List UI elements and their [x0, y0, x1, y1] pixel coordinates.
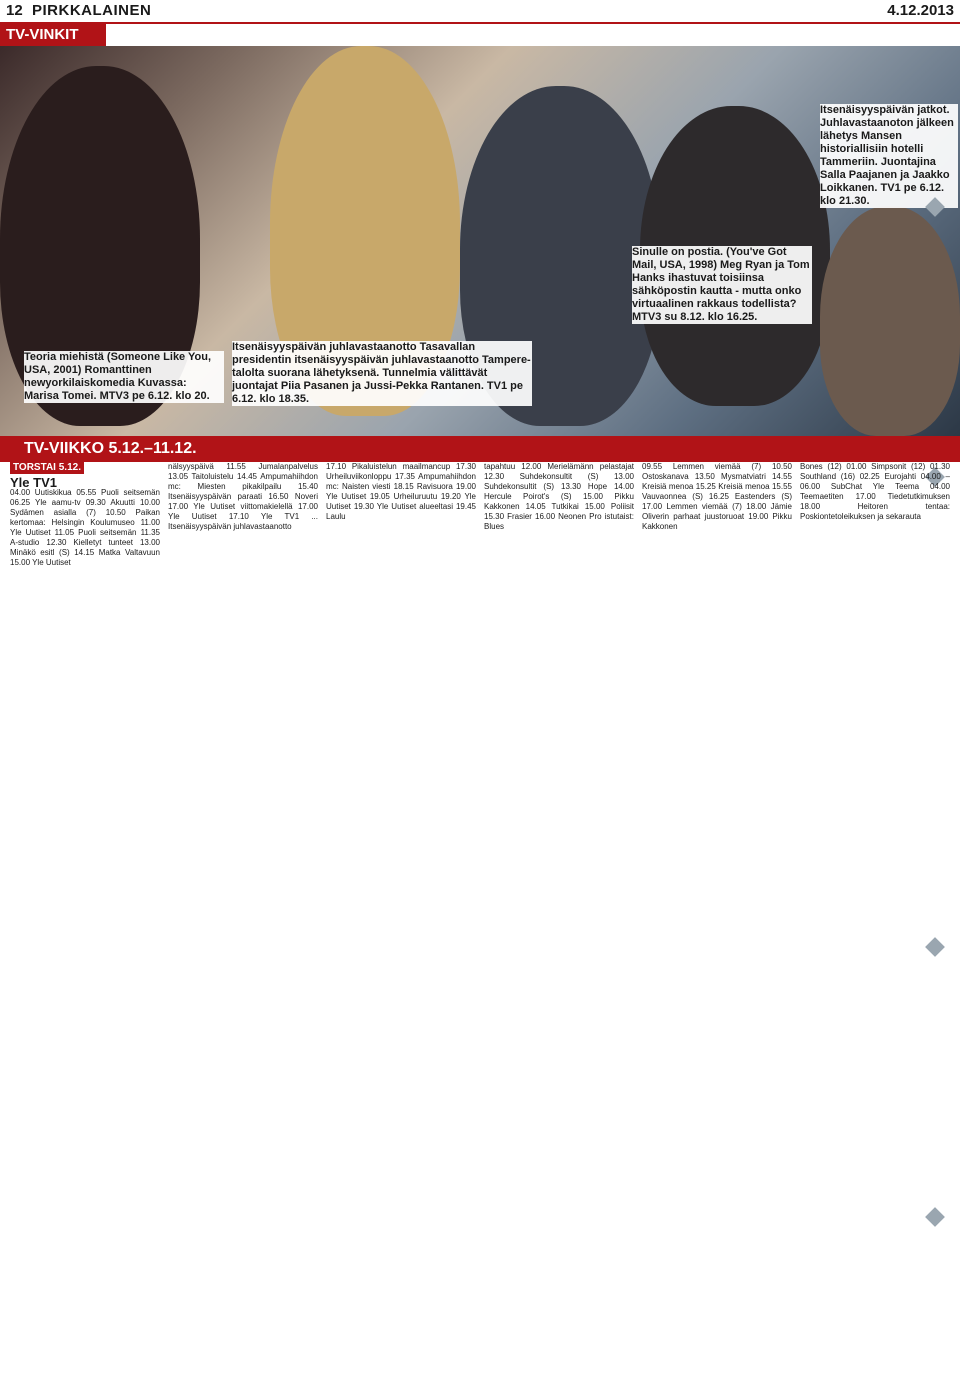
tv-photo-collage	[0, 46, 960, 436]
listing-text: 09.55 Lemmen viemää (7) 10.50 Ostoskanava 13.50 Mysmatviatri 14.55 Kreisiä menoa 15.25 Kreisiä menoa 15.55 Vauvaonnea (S) 16.25 Eastenders (S) 17.00 Lemmen viemää (7) 18.00 Jämie Oliverin parhaat juustoruoat 19.00 Pikku Kakkonen	[642, 462, 792, 531]
caption-center: Itsenäisyyspäivän juhlavastaanotto Tasavallan presidentin itsenäisyyspäivän juhlavastaanotto Tampere-talolta suorana lähetyksenä. Tunnelmia välittävät juontajat Piia Pasanen ja Jussi-Pekka Rantanen. TV1 pe 6.12. klo 18.35.	[232, 341, 531, 405]
listing-column	[642, 462, 792, 1372]
listing-text: Bones (12) 01.00 Simpsonit (12) 01.30 Southland (16) 02.25 Eurojahti 04.00 – 06.00 SubChat Yle Teema 04.00 Teemaetiten 17.00 Tiedetutkimuksen 18.00 Heitoren tentaa: Poskiontetoleikuksen ja sekarauta	[800, 462, 950, 521]
page-header	[0, 0, 960, 22]
listing-text: 04.00 Uutiskikua 05.55 Puoli seitsemän 06.25 Yle aamu-tv 09.30 Akuutti 10.00 Sydämen asialla (7) 10.50 Paikan kertomaa: Helsingin Koulumuseo 11.00 Yle Uutiset 11.05 Puoli seitsemän 11.35 A-studio 12.30 Kielletyt tunteet 13.00 Minäkö esitl (S) 14.15 Matka Valtavuun 15.00 Yle Uutiset	[10, 488, 160, 567]
listing-text: 17.10 Pikaluistelun maailmancup 17.30 Urheiluviikonloppu 17.35 Ampumahiihdon mc: Naisten viesti 18.15 Ravisuora 19.00 Yle Uutiset 19.05 Urheiluruutu 19.20 Yle Uutiset 19.30 Yle Uutiset alueeltasi 19.45 Laulu	[326, 462, 476, 521]
week-banner	[0, 436, 960, 462]
listing-text: nälsyyspäivä 11.55 Jumalanpalvelus 13.05 Taitoluistelu 14.45 Ampumahiihdon mc: Miesten pikakilpailu 15.40 Itsenäisyyspäivän paraati 16.50 Noveri 17.00 Yle Uutiset viittomakielellä 17.00 Yle Uutiset 17.10 Yle TV1 ... Itsenäisyyspäivän juhlavastaanotto	[168, 462, 318, 531]
publication-name: PIRKKALAINEN	[32, 2, 152, 19]
caption-left: Teoria miehistä (Someone Like You, USA, 2001) Romanttinen newyorkilaiskomedia Kuvassa: Marisa Tomei. MTV3 pe 6.12. klo 20.	[24, 351, 224, 403]
listing-column	[10, 462, 160, 1372]
tv-listings	[0, 462, 960, 1378]
header-rule	[0, 22, 960, 24]
issue-date: 4.12.2013	[887, 2, 954, 19]
listing-column	[800, 462, 950, 1372]
caption-right-mid: Sinulle on postia. (You've Got Mail, USA, 1998) Meg Ryan ja Tom Hanks ihastuvat toisiinsa sähköpostin kautta - mutta onko virtuaalinen rakkaus todellista? MTV3 su 8.12. klo 16.25.	[632, 246, 812, 324]
section-title: TV-VINKIT	[0, 24, 106, 46]
caption-right-top: Itsenäisyyspäivän jatkot. Juhlavastaanoton jälkeen lähetys Mansen historiallisiin hotelli Tammeriin. Juontajina Salla Paajanen ja Jaakko Loikkanen. TV1 pe 6.12. klo 21.30.	[820, 104, 958, 208]
listing-text: tapahtuu 12.00 Merielämänn pelastajat 12.30 Suhdekonsultit (S) 13.00 Suhdekonsultit (S) 13.30 Hope 14.00 Hercule Poirot's (S) 15.00 Pikku Kakkonen 14.05 Tutkikai 15.00 Poliisit 15.30 Frasier 16.00 Neonen Pro istutaist: Blues	[484, 462, 634, 531]
week-title: TV-VIIKKO 5.12.–11.12.	[24, 440, 197, 457]
listing-column	[168, 462, 318, 1372]
day-label: TORSTAI 5.12.	[10, 462, 84, 474]
listing-column	[326, 462, 476, 1372]
photo-person	[820, 206, 960, 436]
listing-column	[484, 462, 634, 1372]
channel-label: Yle TV1	[10, 475, 57, 490]
page-number: 12	[6, 2, 23, 19]
